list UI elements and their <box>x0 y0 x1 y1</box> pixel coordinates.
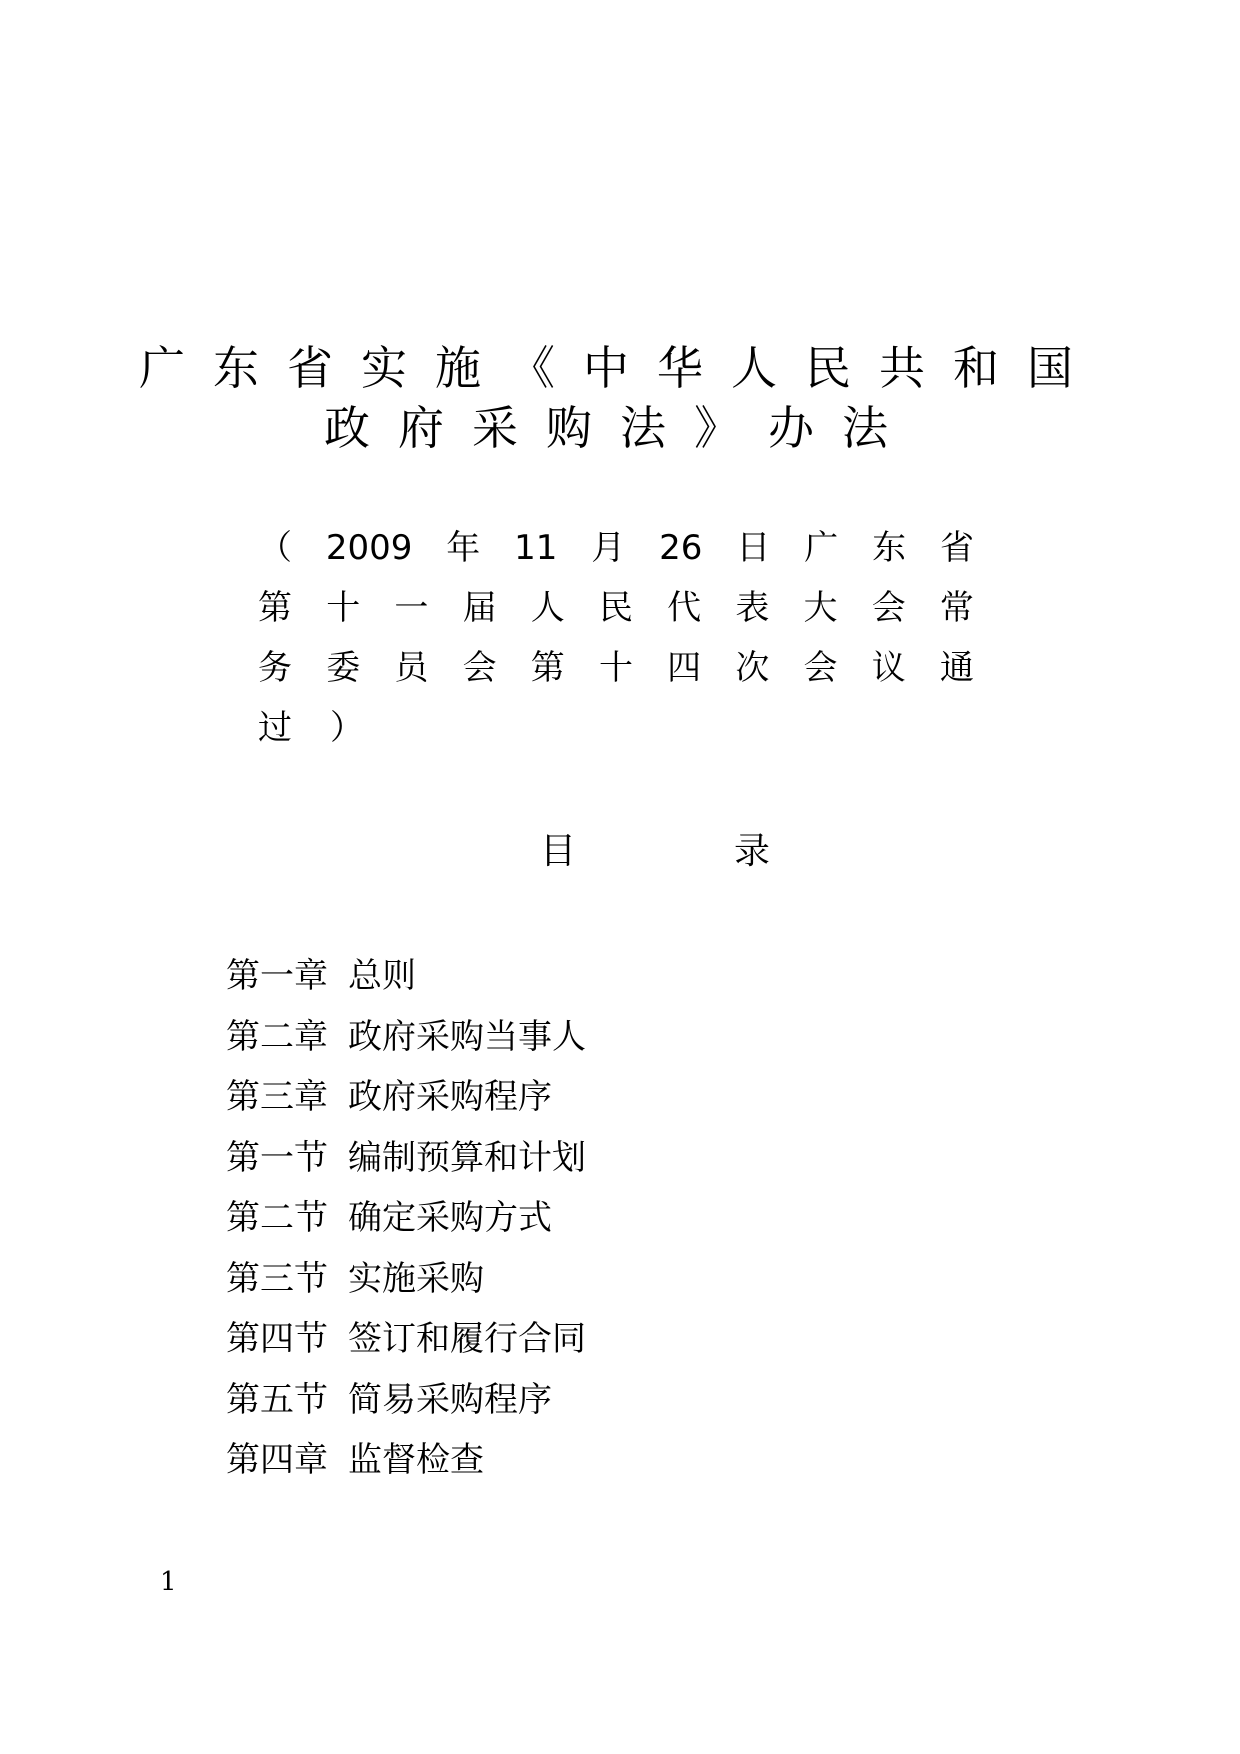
toc-item-title: 实施采购 <box>348 1258 484 1299</box>
toc-item-chapter-2 <box>226 1007 586 1068</box>
adoption-note-char: 大 <box>803 588 838 628</box>
toc-item-number: 第一节 <box>226 1137 328 1178</box>
adoption-note-text: 26 <box>659 528 703 568</box>
toc-item-chapter-4 <box>226 1430 586 1491</box>
adoption-note-char: 民 <box>598 588 633 628</box>
toc-heading-char: 目 <box>540 831 577 872</box>
toc-item-title: 确定采购方式 <box>348 1198 552 1238</box>
adoption-note-line-1 <box>258 524 974 572</box>
adoption-note-text: 省 <box>939 528 974 568</box>
adoption-note-char: 务 <box>258 648 292 688</box>
adoption-note-char: 会 <box>871 588 906 628</box>
adoption-note-line-3 <box>258 644 974 692</box>
toc-item-number: 第三节 <box>226 1258 328 1299</box>
adoption-note-text: 日 <box>736 528 771 568</box>
adoption-note-char: 通 <box>939 648 974 688</box>
toc-item-number: 第二章 <box>226 1016 328 1057</box>
toc-item-section-2 <box>226 1188 586 1249</box>
toc-item-section-5 <box>226 1370 586 1431</box>
document-title-line-2: 政府采购法》办法 <box>324 401 916 455</box>
adoption-note-char: 第 <box>530 648 565 688</box>
adoption-note-char: 次 <box>735 648 770 688</box>
adoption-note-char: 常 <box>939 588 974 628</box>
toc-item-title: 监督检查 <box>348 1440 484 1480</box>
toc-item-number: 第四节 <box>226 1319 328 1359</box>
toc-item-chapter-3 <box>226 1067 586 1128</box>
adoption-note-char: 员 <box>394 648 429 688</box>
adoption-note-char: 表 <box>735 588 770 628</box>
toc-item-title: 签订和履行合同 <box>348 1319 586 1359</box>
adoption-note-char: ） <box>330 708 364 748</box>
adoption-note-text: （ <box>258 528 292 568</box>
toc-item-number: 第一章 <box>226 956 328 996</box>
adoption-note-char: 十 <box>598 648 633 688</box>
toc-item-number: 第五节 <box>226 1379 328 1420</box>
adoption-note-char: 议 <box>871 648 906 688</box>
adoption-note-line-4 <box>258 704 974 752</box>
toc-item-title: 简易采购程序 <box>348 1379 552 1420</box>
adoption-note-text: 年 <box>446 528 481 568</box>
toc-item-number: 第二节 <box>226 1198 328 1238</box>
adoption-note-char: 委 <box>326 648 361 688</box>
table-of-contents <box>226 946 586 1491</box>
adoption-note-char: 过 <box>258 708 292 748</box>
toc-item-title: 政府采购当事人 <box>348 1016 586 1057</box>
toc-item-chapter-1 <box>226 946 586 1007</box>
toc-item-title: 编制预算和计划 <box>348 1137 586 1178</box>
adoption-note-char: 人 <box>530 588 565 628</box>
adoption-note-char: 届 <box>462 588 497 628</box>
page-number: 1 <box>160 1567 177 1597</box>
toc-item-title: 总则 <box>348 956 416 996</box>
adoption-note-char: 十 <box>326 588 361 628</box>
adoption-note-char: 代 <box>667 588 702 628</box>
adoption-note-char: 会 <box>462 648 497 688</box>
adoption-note-line-2 <box>258 584 974 632</box>
adoption-note-char: 一 <box>394 588 429 628</box>
toc-heading-char: 录 <box>734 831 771 872</box>
adoption-note-text: 2009 <box>325 528 413 568</box>
toc-item-number: 第四章 <box>226 1440 328 1480</box>
adoption-note-text: 月 <box>591 528 626 568</box>
toc-item-number: 第三章 <box>226 1077 328 1117</box>
adoption-note-char: 会 <box>803 648 838 688</box>
toc-item-section-3 <box>226 1249 586 1310</box>
toc-item-title: 政府采购程序 <box>348 1077 552 1117</box>
adoption-note-text: 东 <box>872 528 907 568</box>
toc-item-section-4 <box>226 1309 586 1370</box>
adoption-note-text: 11 <box>514 528 558 568</box>
toc-item-section-1 <box>226 1128 586 1189</box>
adoption-note-char: 第 <box>258 588 292 628</box>
adoption-note-text: 广 <box>804 528 839 568</box>
adoption-note-char: 四 <box>667 648 702 688</box>
document-title-line-1: 广东省实施《中华人民共和国 <box>139 341 1101 395</box>
